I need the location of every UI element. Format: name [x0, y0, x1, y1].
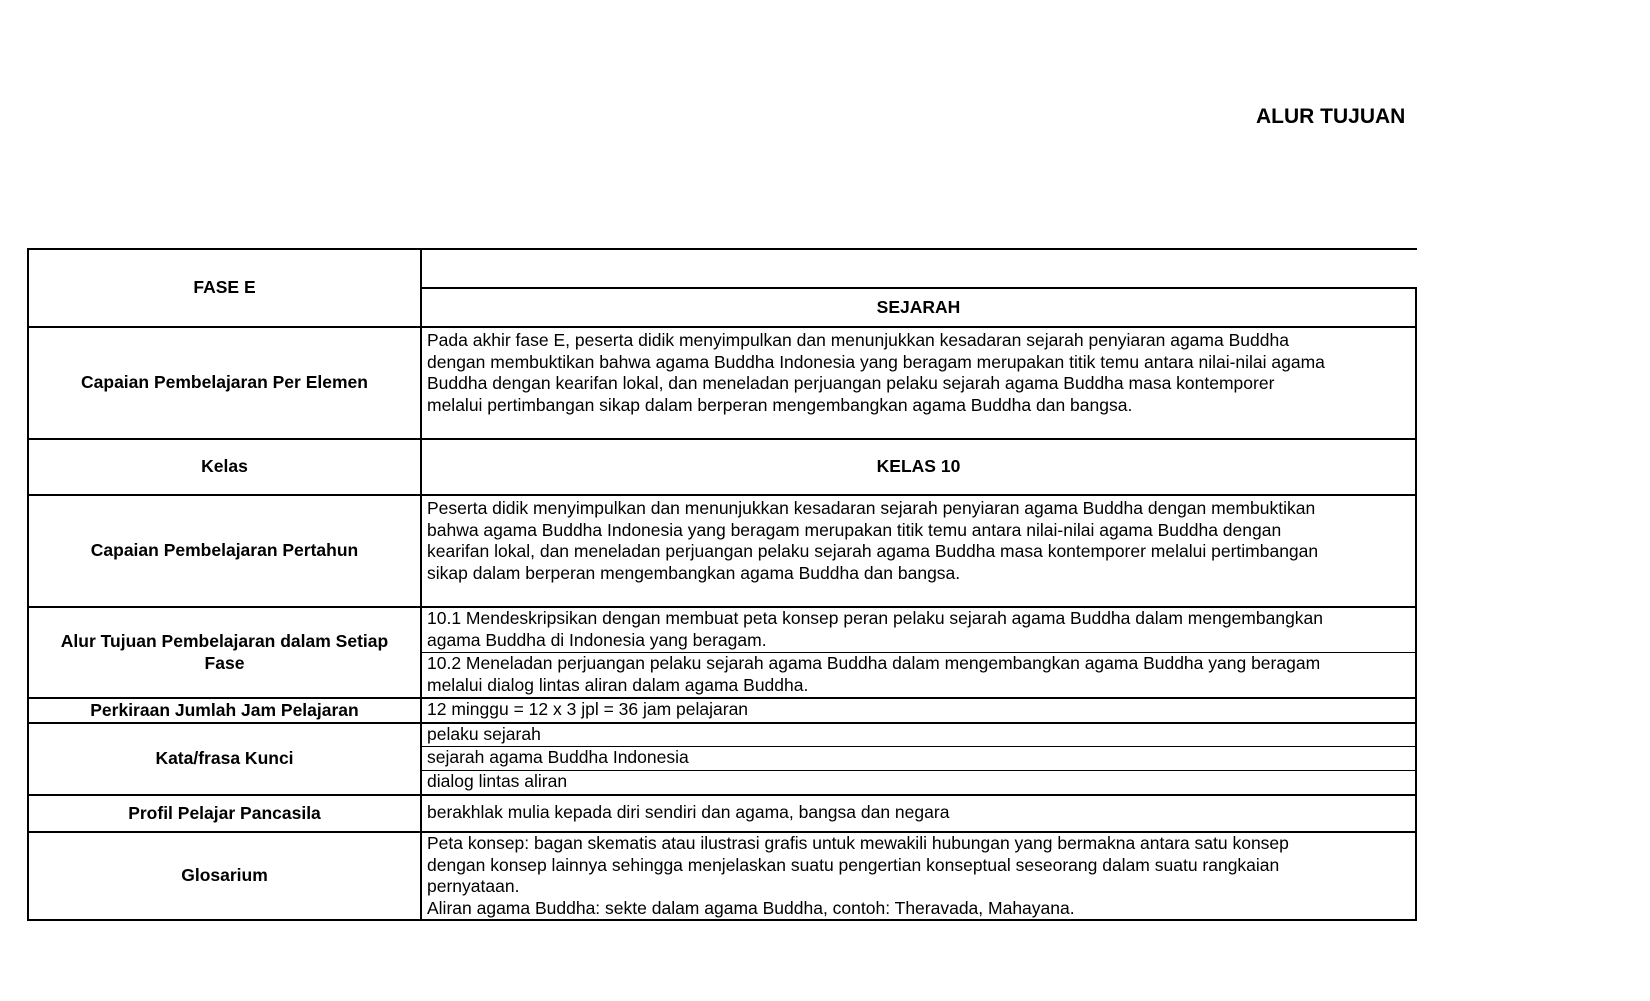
- text-line: Aliran agama Buddha: sekte dalam agama Buddha, contoh: Theravada, Mahayana.: [427, 897, 1075, 918]
- jam-value: 12 minggu = 12 x 3 jpl = 36 jam pelajaran: [427, 699, 749, 719]
- capaian-tahun-label: Capaian Pembelajaran Pertahun: [90, 540, 359, 561]
- alur-label: Alur Tujuan Pembelajaran dalam Setiap Fase: [60, 631, 389, 673]
- text-line: Pada akhir fase E, peserta didik menyimpulkan dan menunjukkan kesadaran sejarah penyiaran agama Buddha: [427, 330, 1289, 350]
- capaian-elemen-label: Capaian Pembelajaran Per Elemen: [81, 372, 368, 393]
- text-line: melalui dialog lintas aliran dalam agama Buddha.: [427, 674, 809, 695]
- kata-kunci-label: Kata/frasa Kunci: [155, 748, 294, 769]
- glosarium-label: Glosarium: [181, 865, 268, 886]
- subject-heading: SEJARAH: [876, 296, 961, 317]
- alur-item: [422, 606, 1415, 652]
- kata-kunci-item: dialog lintas aliran: [427, 771, 568, 791]
- kata-kunci-item: pelaku sejarah: [427, 724, 541, 744]
- alur-item: [422, 651, 1415, 697]
- text-line: agama Buddha di Indonesia yang beragam.: [427, 629, 767, 650]
- fase-label: FASE E: [193, 277, 256, 298]
- document-title: ALUR TUJUAN: [1256, 105, 1406, 128]
- kata-kunci-item: sejarah agama Buddha Indonesia: [427, 747, 689, 767]
- grid-line: [27, 919, 1417, 921]
- capaian-tahun-text: [422, 496, 1415, 606]
- profil-label: Profil Pelajar Pancasila: [128, 802, 321, 823]
- kelas-label: Kelas: [201, 456, 248, 477]
- text-line: pernyataan.: [427, 876, 520, 896]
- text-line: Buddha dengan kearifan lokal, dan meneladan perjuangan pelaku sejarah agama Buddha masa kontemporer: [427, 373, 1275, 393]
- profil-value: berakhlak mulia kepada diri sendiri dan agama, bangsa dan negara: [427, 802, 950, 822]
- kelas-value: KELAS 10: [876, 456, 961, 477]
- grid-line: [1415, 287, 1417, 920]
- text-line: bahwa agama Buddha Indonesia yang beragam merupakan titik temu antara nilai-nilai agama Buddha dengan: [427, 519, 1282, 540]
- text-line: dengan membuktikan bahwa agama Buddha Indonesia yang beragam merupakan titik temu antara nilai-nilai agama: [427, 351, 1325, 372]
- capaian-elemen-text: [422, 328, 1415, 438]
- text-line: dengan konsep lainnya sehingga menjelaskan suatu pengertian konseptual seseorang dalam suatu rangkaian: [427, 854, 1280, 875]
- text-line: 10.2 Meneladan perjuangan pelaku sejarah agama Buddha dalam mengembangkan agama Buddha yang beragam: [427, 653, 1321, 673]
- text-line: Peserta didik menyimpulkan dan menunjukkan kesadaran sejarah penyiaran agama Buddha dengan membuktikan: [427, 498, 1316, 518]
- text-line: Peta konsep: bagan skematis atau ilustrasi grafis untuk mewakili hubungan yang bermakna antara satu konsep: [427, 833, 1289, 853]
- text-line: kearifan lokal, dan meneladan perjuangan pelaku sejarah agama Buddha masa kontemporer melalui pertimbangan: [427, 541, 1319, 561]
- text-line: melalui pertimbangan sikap dalam berperan mengembangkan agama Buddha dan bangsa.: [427, 394, 1133, 415]
- text-line: sikap dalam berperan mengembangkan agama Buddha dan bangsa.: [427, 562, 961, 583]
- jam-label: Perkiraan Jumlah Jam Pelajaran: [90, 699, 359, 720]
- text-line: 10.1 Mendeskripsikan dengan membuat peta konsep peran pelaku sejarah agama Buddha dalam mengembangkan: [427, 608, 1324, 628]
- glosarium-text: [422, 833, 1415, 919]
